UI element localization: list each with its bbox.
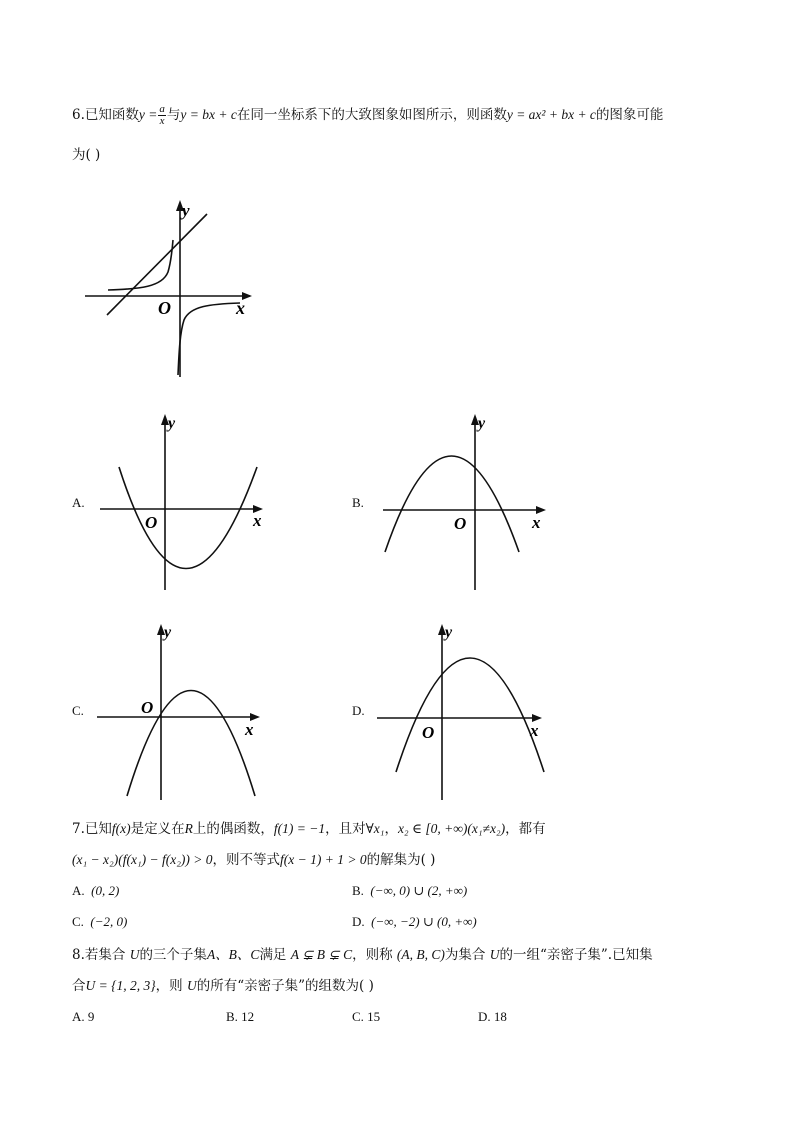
q8-choice-b[interactable]: B. 12 (226, 1009, 255, 1024)
q6-text: 已知函数 (84, 107, 139, 123)
svg-text:x: x (530, 721, 539, 740)
q7-line-1: 7.已知f(x)是定义在R上的偶函数，f(1) = −1，且对∀x₁，x₂ ∈ [0, +∞)(x₁≠x₂)，都有 (72, 821, 546, 837)
q8-line-2: 合U = {1, 2, 3}，则 U的所有“亲密子集”的组数为( ) (72, 978, 374, 994)
q8-line-1: 8.若集合 U的三个子集A、B、C满足 A ⊊ B ⊊ C，则称 (A, B, C)为集合 U的一组“亲密子集”.已知集 (72, 947, 653, 963)
parabola-down (385, 456, 519, 552)
q7-choice-d[interactable]: D. (−∞, −2) ∪ (0, +∞) (352, 914, 477, 929)
option-b-label[interactable]: B. (352, 495, 364, 510)
svg-text:y: y (168, 415, 176, 432)
q8-choice-d[interactable]: D. 18 (478, 1009, 507, 1024)
q6-given-graph (80, 192, 260, 382)
hyperbola-branch-left (108, 240, 173, 290)
q7-choice-a[interactable]: A. (0, 2) (72, 883, 120, 898)
svg-text:y: y (445, 624, 453, 641)
svg-text:x: x (253, 511, 262, 530)
svg-text:O: O (141, 698, 154, 717)
svg-text:O: O (422, 723, 435, 742)
y-label: y (182, 201, 190, 220)
svg-text:y: y (164, 624, 172, 641)
option-d-graph[interactable] (374, 620, 554, 805)
parabola-down (396, 658, 544, 772)
svg-text:O: O (454, 514, 467, 533)
svg-text:O: O (145, 513, 158, 532)
q7-choice-c[interactable]: C. (−2, 0) (72, 914, 128, 929)
svg-text:y: y (478, 415, 486, 432)
line-graph (107, 214, 207, 315)
origin-label: O (158, 298, 171, 318)
formula-linear: y = bx + c (180, 107, 237, 122)
q6-text-answer-blank: 为( ) (72, 147, 101, 163)
hyperbola-branch-right (178, 303, 240, 375)
formula-inverse-lhs: y = (138, 107, 158, 122)
formula-quadratic: y = ax² + bx + c (506, 107, 596, 122)
q6-line-2 (72, 146, 100, 164)
svg-text:x: x (532, 513, 541, 532)
option-d-label[interactable]: D. (352, 703, 365, 718)
option-a-graph[interactable] (95, 410, 275, 595)
parabola-up (119, 467, 257, 569)
q8-choice-c[interactable]: C. 15 (352, 1009, 381, 1024)
option-a-label[interactable]: A. (72, 495, 85, 510)
option-c-graph[interactable] (95, 620, 275, 805)
q6-line-1: 6.已知函数y = $\frac{a}{x}$ 与y = bx + c在同一坐标系下的大致图象如图所示，则函数y = ax² + bx + c的图象可能 (72, 103, 664, 127)
svg-text:x: x (245, 720, 254, 739)
option-b-graph[interactable] (378, 410, 558, 595)
question-number: 6. (72, 107, 85, 123)
x-label: x (236, 298, 245, 318)
option-c-label[interactable]: C. (72, 703, 84, 718)
q8-choice-a[interactable]: A. 9 (72, 1009, 95, 1024)
q7-choice-b[interactable]: B. (−∞, 0) ∪ (2, +∞) (352, 883, 468, 898)
q7-line-2: (x₁ − x₂)(f(x₁) − f(x₂)) > 0，则不等式f(x − 1) + 1 > 0的解集为( ) (72, 852, 436, 868)
formula-fraction: $\frac{a}{x}$ (159, 103, 165, 127)
